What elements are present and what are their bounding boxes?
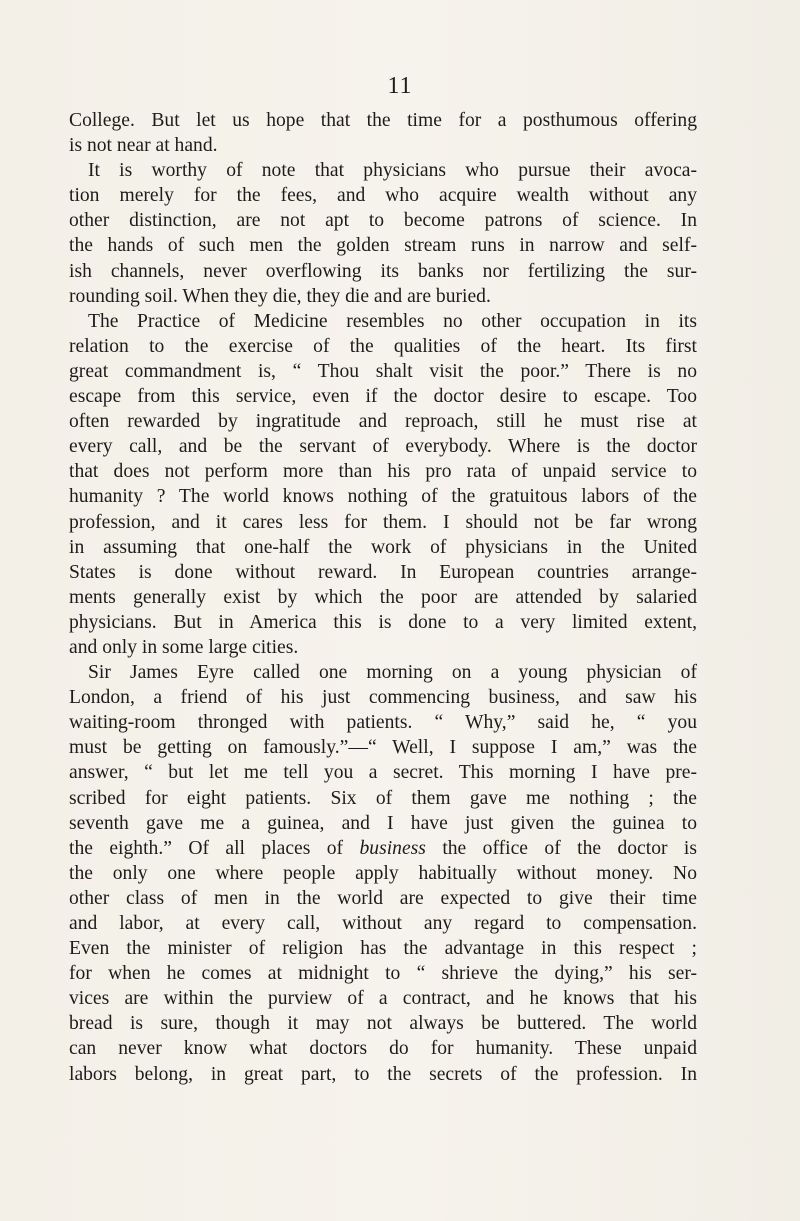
text-line: profession, and it cares less for them. I should not be far wrong <box>69 511 697 533</box>
italic-word: business <box>359 837 426 859</box>
text-line: relation to the exercise of the qualities of the heart. Its first <box>69 335 697 357</box>
text-line: The Practice of Medicine resembles no other occupation in its <box>88 310 697 332</box>
text-line <box>69 836 697 861</box>
text-line: must be getting on famously.”—“ Well, I suppose I am,” was the <box>69 737 697 759</box>
text-line: in assuming that one-half the work of physicians in the United <box>69 536 697 558</box>
text-line: great commandment is, “ Thou shalt visit the poor.” There is no <box>69 360 697 382</box>
text-line: can never know what doctors do for humanity. These unpaid <box>69 1038 697 1060</box>
text-line: waiting-room thronged with patients. “ Why,” said he, “ you <box>69 712 697 734</box>
text-line: vices are within the purview of a contract, and he knows that his <box>69 988 697 1010</box>
text-line: that does not perform more than his pro rata of unpaid service to <box>69 461 697 483</box>
text-line: physicians. But in America this is done to a very limited extent, <box>69 611 697 633</box>
text-line: ments generally exist by which the poor are attended by salaried <box>69 586 697 608</box>
text-line: the hands of such men the golden stream runs in narrow and self- <box>69 235 697 257</box>
text-line: escape from this service, even if the doctor desire to escape. Too <box>69 386 697 408</box>
text-line: every call, and be the servant of everybody. Where is the doctor <box>69 436 697 458</box>
text-line: often rewarded by ingratitude and reproach, still he must rise at <box>69 411 697 433</box>
text-line: for when he comes at midnight to “ shrieve the dying,” his ser- <box>69 963 697 985</box>
text-line: seventh gave me a guinea, and I have just given the guinea to <box>69 812 697 834</box>
text-line: bread is sure, though it may not always be buttered. The world <box>69 1013 697 1035</box>
text-line: and only in some large cities. <box>69 636 299 658</box>
text-line: Even the minister of religion has the advantage in this respect ; <box>69 938 697 960</box>
text-line: answer, “ but let me tell you a secret. This morning I have pre- <box>69 762 697 784</box>
text-line: the only one where people apply habitually without money. No <box>69 862 697 884</box>
text-line: Sir James Eyre called one morning on a young physician of <box>88 662 697 684</box>
page-number: 11 <box>387 73 413 99</box>
text-line: rounding soil. When they die, they die and are buried. <box>69 285 491 307</box>
text-line: and labor, at every call, without any regard to compensation. <box>69 913 697 934</box>
text-line: ish channels, never overflowing its banks nor fertilizing the sur- <box>69 260 697 282</box>
text-line: States is done without reward. In European countries arrange- <box>69 561 697 583</box>
text-line: tion merely for the fees, and who acquire wealth without any <box>69 185 697 207</box>
text-line: College. But let us hope that the time for a posthumous offering <box>69 110 697 131</box>
text-line: other class of men in the world are expected to give their time <box>69 887 697 909</box>
text-line: humanity ? The world knows nothing of the gratuitous labors of the <box>69 486 697 508</box>
body-text <box>69 108 697 1087</box>
text-line: is not near at hand. <box>69 135 218 157</box>
text-line: scribed for eight patients. Six of them gave me nothing ; the <box>69 787 697 809</box>
text-segment: the eighth.” Of all places of <box>69 837 360 859</box>
text-line: labors belong, in great part, to the secrets of the profession. In <box>69 1063 697 1085</box>
text-line: other distinction, are not apt to become patrons of science. In <box>69 210 697 232</box>
text-line: It is worthy of note that physicians who pursue their avoca- <box>88 160 697 182</box>
text-segment: the office of the doctor is <box>425 837 697 859</box>
text-line: London, a friend of his just commencing business, and saw his <box>69 687 697 709</box>
